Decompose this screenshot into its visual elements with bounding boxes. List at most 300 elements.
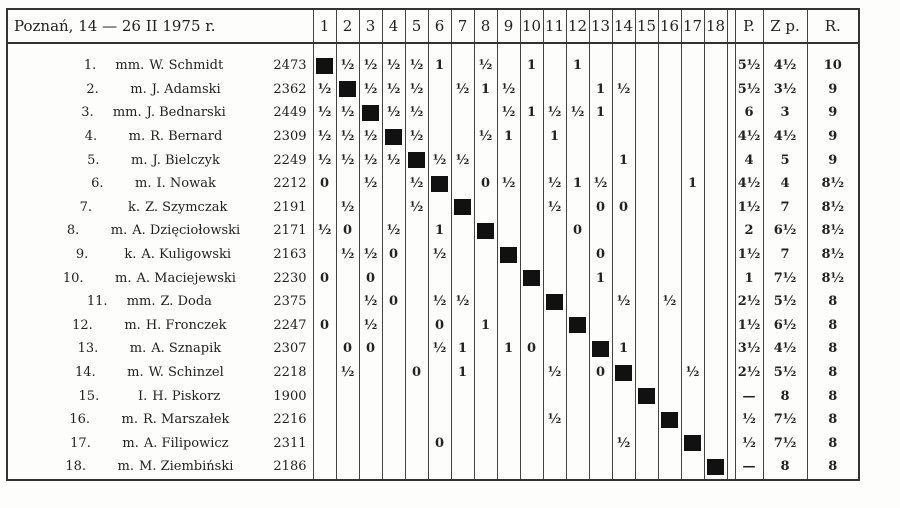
result-cell [543, 148, 566, 172]
result-cell [405, 290, 428, 314]
filled-square [362, 105, 379, 121]
result-cell [382, 432, 405, 456]
result-cell [313, 243, 336, 267]
result-cell [497, 361, 520, 385]
points-cell: 5½ [735, 78, 763, 102]
result-cell: 0 [520, 337, 543, 361]
player-rating: 2191 [273, 199, 307, 215]
col-header: 13 [589, 9, 612, 43]
result-cell [359, 361, 382, 385]
result-cell [428, 196, 451, 220]
result-cell [612, 408, 635, 432]
result-cell [405, 408, 428, 432]
result-cell: ½ [428, 290, 451, 314]
player-rating: 2473 [273, 58, 307, 74]
result-cell [520, 172, 543, 196]
result-cell [497, 196, 520, 220]
col-header: 7 [451, 9, 474, 43]
filled-square [454, 199, 471, 215]
result-cell: 0 [589, 196, 612, 220]
spacer-cell [727, 384, 735, 408]
result-cell: ½ [612, 290, 635, 314]
result-cell [658, 196, 681, 220]
header-row [7, 9, 859, 43]
zp-cell: 7 [763, 196, 807, 220]
result-cell [359, 455, 382, 480]
zp-cell: 4½ [763, 125, 807, 149]
result-cell [566, 432, 589, 456]
player-rating: 2218 [273, 365, 307, 381]
player-cell [7, 101, 313, 125]
result-cell [543, 455, 566, 480]
result-cell [658, 172, 681, 196]
table-row [7, 172, 859, 196]
result-cell [497, 314, 520, 338]
result-cell: 0 [382, 243, 405, 267]
result-cell [612, 101, 635, 125]
col-header: 6 [428, 9, 451, 43]
result-cell: 1 [428, 43, 451, 78]
zp-cell: 5½ [763, 290, 807, 314]
player-cell [7, 266, 313, 290]
result-cell [566, 361, 589, 385]
player-rating: 2362 [273, 81, 307, 97]
rating-change-cell: 8 [807, 384, 859, 408]
result-cell [520, 290, 543, 314]
player-cell [7, 408, 313, 432]
points-cell: 1½ [735, 243, 763, 267]
points-cell: 2½ [735, 290, 763, 314]
player-number: 7. [79, 199, 93, 215]
result-cell: 1 [428, 219, 451, 243]
spacer-cell [727, 337, 735, 361]
result-cell [336, 432, 359, 456]
points-cell: 2½ [735, 361, 763, 385]
result-cell [704, 408, 727, 432]
result-cell [451, 219, 474, 243]
result-cell: ½ [428, 337, 451, 361]
spacer-cell [727, 432, 735, 456]
result-cell [566, 337, 589, 361]
result-cell [658, 384, 681, 408]
zp-cell: 4½ [763, 337, 807, 361]
table-row [7, 101, 859, 125]
result-cell: ½ [543, 172, 566, 196]
filled-square [477, 223, 494, 239]
result-cell [635, 337, 658, 361]
player-cell [7, 172, 313, 196]
result-cell [658, 314, 681, 338]
zp-cell: 3½ [763, 78, 807, 102]
result-cell [704, 384, 727, 408]
result-cell: ½ [566, 101, 589, 125]
result-cell: ½ [405, 101, 428, 125]
filled-square [661, 412, 678, 428]
player-number: 17. [70, 435, 91, 451]
result-cell [704, 243, 727, 267]
spacer-cell [727, 148, 735, 172]
result-cell [681, 148, 704, 172]
player-title: k. [128, 199, 141, 215]
diagonal-block [543, 290, 566, 314]
result-cell: 0 [313, 172, 336, 196]
result-cell: ½ [336, 361, 359, 385]
result-cell [635, 314, 658, 338]
result-cell [520, 455, 543, 480]
result-cell: ½ [428, 148, 451, 172]
table-row [7, 243, 859, 267]
result-cell: ½ [405, 78, 428, 102]
zp-cell: 6½ [763, 314, 807, 338]
result-cell [451, 43, 474, 78]
diagonal-block [658, 408, 681, 432]
player-rating: 2375 [273, 294, 307, 310]
zp-cell: 8 [763, 384, 807, 408]
player-number: 6. [91, 176, 104, 192]
player-name: J. Adamski [151, 81, 221, 97]
player-rows [7, 43, 859, 480]
player-title: m. [131, 152, 148, 168]
result-cell [589, 432, 612, 456]
player-name: A. Maciejewski [136, 270, 236, 286]
result-cell [635, 78, 658, 102]
result-cell [474, 408, 497, 432]
player-number: 13. [77, 341, 99, 357]
result-cell [474, 266, 497, 290]
result-cell [658, 337, 681, 361]
table-row [7, 266, 859, 290]
result-cell: 1 [612, 148, 635, 172]
result-cell [704, 432, 727, 456]
result-cell [658, 455, 681, 480]
result-cell: 0 [474, 172, 497, 196]
result-cell [497, 384, 520, 408]
result-cell [635, 125, 658, 149]
result-cell: ½ [543, 101, 566, 125]
result-cell: ½ [359, 125, 382, 149]
result-cell [658, 243, 681, 267]
filled-square [569, 317, 586, 333]
diagonal-block [451, 196, 474, 220]
result-cell: 1 [451, 361, 474, 385]
result-cell: 0 [428, 432, 451, 456]
player-cell [7, 219, 313, 243]
table-row [7, 78, 859, 102]
result-cell: ½ [336, 125, 359, 149]
result-cell: ½ [382, 219, 405, 243]
diagonal-block [612, 361, 635, 385]
result-cell: ½ [451, 148, 474, 172]
player-number: 10. [62, 270, 84, 286]
result-cell [612, 43, 635, 78]
points-cell: 1½ [735, 314, 763, 338]
points-header: P. [735, 9, 763, 43]
player-title: mm. [112, 105, 142, 121]
result-cell [359, 384, 382, 408]
player-title: m. [130, 81, 147, 97]
filled-square [638, 388, 655, 404]
diagonal-block [359, 101, 382, 125]
player-title: m. [110, 223, 128, 239]
result-cell [428, 101, 451, 125]
result-cell [451, 266, 474, 290]
diagonal-block [336, 78, 359, 102]
rating-change-cell: 8½ [807, 172, 859, 196]
result-cell [359, 432, 382, 456]
result-cell: ½ [543, 361, 566, 385]
col-header: 11 [543, 9, 566, 43]
zp-header: Z p. [763, 9, 807, 43]
result-cell [451, 243, 474, 267]
result-cell [543, 219, 566, 243]
player-rating: 2212 [273, 176, 307, 192]
player-rating: 2186 [273, 459, 307, 475]
result-cell [451, 384, 474, 408]
result-cell [474, 432, 497, 456]
player-rating: 2311 [273, 435, 307, 451]
result-cell [566, 408, 589, 432]
diagonal-block [589, 337, 612, 361]
result-cell: ½ [382, 78, 405, 102]
result-cell [336, 172, 359, 196]
result-cell [382, 266, 405, 290]
diagonal-block [428, 172, 451, 196]
result-cell: 1 [451, 337, 474, 361]
result-cell [405, 266, 428, 290]
result-cell [382, 337, 405, 361]
player-cell [7, 290, 313, 314]
result-cell: 1 [566, 43, 589, 78]
result-cell: ½ [405, 43, 428, 78]
table-row [7, 361, 859, 385]
result-cell [428, 78, 451, 102]
result-cell [520, 243, 543, 267]
result-cell: ½ [428, 243, 451, 267]
result-cell: 1 [497, 337, 520, 361]
diagonal-block [681, 432, 704, 456]
result-cell: 0 [405, 361, 428, 385]
result-cell [612, 314, 635, 338]
result-cell [497, 290, 520, 314]
player-rating: 2163 [273, 247, 307, 263]
player-number: 15. [78, 388, 100, 404]
player-cell [7, 384, 313, 408]
filled-square [546, 294, 563, 310]
result-cell: 1 [589, 78, 612, 102]
filled-square [684, 435, 701, 451]
spacer-cell [727, 43, 735, 78]
table-row [7, 432, 859, 456]
col-header: 4 [382, 9, 405, 43]
result-cell [405, 337, 428, 361]
player-rating: 2249 [273, 152, 307, 168]
result-cell: ½ [543, 408, 566, 432]
table-row [7, 43, 859, 78]
result-cell [543, 43, 566, 78]
player-rating: 2216 [273, 412, 307, 428]
result-cell: ½ [405, 196, 428, 220]
result-cell [681, 125, 704, 149]
result-cell [635, 172, 658, 196]
result-cell [635, 266, 658, 290]
player-cell [7, 78, 313, 102]
result-cell: 1 [520, 101, 543, 125]
result-cell: ½ [313, 125, 336, 149]
result-cell [497, 432, 520, 456]
result-cell [681, 243, 704, 267]
player-cell [7, 43, 313, 78]
result-cell [520, 125, 543, 149]
result-cell [566, 266, 589, 290]
result-cell: ½ [359, 78, 382, 102]
rating-change-cell: 8½ [807, 196, 859, 220]
result-cell [589, 314, 612, 338]
result-cell [589, 408, 612, 432]
rating-change-cell: 9 [807, 78, 859, 102]
table-row [7, 314, 859, 338]
result-cell [451, 125, 474, 149]
result-cell [497, 148, 520, 172]
result-cell [704, 101, 727, 125]
result-cell [681, 78, 704, 102]
result-cell [681, 266, 704, 290]
result-cell [382, 361, 405, 385]
result-cell: ½ [612, 78, 635, 102]
result-cell [520, 219, 543, 243]
result-cell: ½ [382, 148, 405, 172]
result-cell [520, 314, 543, 338]
rating-change-cell: 9 [807, 148, 859, 172]
result-cell: 1 [589, 101, 612, 125]
result-cell [704, 219, 727, 243]
player-rating: 1900 [273, 388, 307, 404]
result-cell [336, 455, 359, 480]
points-cell: 4½ [735, 172, 763, 196]
col-header: 1 [313, 9, 336, 43]
player-cell [7, 314, 313, 338]
result-cell [658, 101, 681, 125]
result-cell [474, 196, 497, 220]
result-cell [635, 455, 658, 480]
result-cell [635, 408, 658, 432]
filled-square [500, 247, 517, 263]
spacer-cell [727, 243, 735, 267]
result-cell [704, 290, 727, 314]
result-cell: 1 [543, 125, 566, 149]
player-title: mm. [115, 58, 145, 74]
player-name: H. Fronczek [145, 317, 227, 333]
result-cell: ½ [451, 290, 474, 314]
points-cell: 4 [735, 148, 763, 172]
player-name: J. Bielczyk [152, 152, 220, 168]
result-cell: ½ [313, 148, 336, 172]
tournament-title: Poznań, 14 — 26 II 1975 r. [7, 9, 313, 43]
result-cell [451, 432, 474, 456]
spacer-cell [727, 266, 735, 290]
points-cell: 5½ [735, 43, 763, 78]
col-header: 16 [658, 9, 681, 43]
player-title: m. [117, 459, 135, 475]
result-cell [635, 432, 658, 456]
zp-cell: 7½ [763, 408, 807, 432]
player-name: R. Bernard [150, 129, 223, 145]
result-cell [612, 243, 635, 267]
result-cell [543, 266, 566, 290]
result-cell: ½ [658, 290, 681, 314]
diagonal-block [520, 266, 543, 290]
result-cell: 1 [520, 43, 543, 78]
player-name: I. Nowak [156, 176, 216, 192]
result-cell [635, 196, 658, 220]
col-header: 5 [405, 9, 428, 43]
result-cell [543, 314, 566, 338]
result-cell [520, 361, 543, 385]
result-cell [520, 196, 543, 220]
result-cell: 0 [589, 361, 612, 385]
result-cell [635, 43, 658, 78]
result-cell: 1 [612, 337, 635, 361]
player-cell [7, 243, 313, 267]
result-cell: ½ [612, 432, 635, 456]
result-cell [451, 172, 474, 196]
result-cell [497, 266, 520, 290]
result-cell [428, 455, 451, 480]
result-cell [658, 432, 681, 456]
player-rating: 2449 [273, 105, 307, 121]
col-header: 14 [612, 9, 635, 43]
result-cell [543, 243, 566, 267]
spacer-cell [727, 219, 735, 243]
player-title: mm. [126, 294, 156, 310]
result-cell [566, 290, 589, 314]
player-name: A. Filipowicz [143, 435, 229, 451]
result-cell [474, 337, 497, 361]
filled-square [707, 459, 724, 475]
result-cell [451, 101, 474, 125]
result-cell: ½ [313, 101, 336, 125]
result-cell [704, 266, 727, 290]
result-cell [451, 314, 474, 338]
result-cell [359, 219, 382, 243]
spacer-cell [727, 125, 735, 149]
spacer-cell [727, 361, 735, 385]
points-cell: — [735, 384, 763, 408]
player-rating: 2307 [273, 341, 307, 357]
player-number: 1. [83, 58, 97, 74]
player-name: R. Marszałek [143, 412, 230, 428]
player-title: m. [122, 435, 139, 451]
rating-change-cell: 8 [807, 455, 859, 480]
result-cell [428, 125, 451, 149]
result-cell [474, 290, 497, 314]
rating-change-cell: 8 [807, 361, 859, 385]
result-cell [704, 361, 727, 385]
points-cell: 4½ [735, 125, 763, 149]
result-cell [635, 290, 658, 314]
result-cell [474, 455, 497, 480]
result-cell [451, 408, 474, 432]
result-cell: ½ [359, 243, 382, 267]
player-cell [7, 125, 313, 149]
points-cell: 2 [735, 219, 763, 243]
col-header: 17 [681, 9, 704, 43]
result-cell [428, 384, 451, 408]
result-cell [520, 408, 543, 432]
result-cell [612, 172, 635, 196]
result-cell [681, 43, 704, 78]
result-cell [589, 43, 612, 78]
player-rating: 2230 [273, 270, 307, 286]
